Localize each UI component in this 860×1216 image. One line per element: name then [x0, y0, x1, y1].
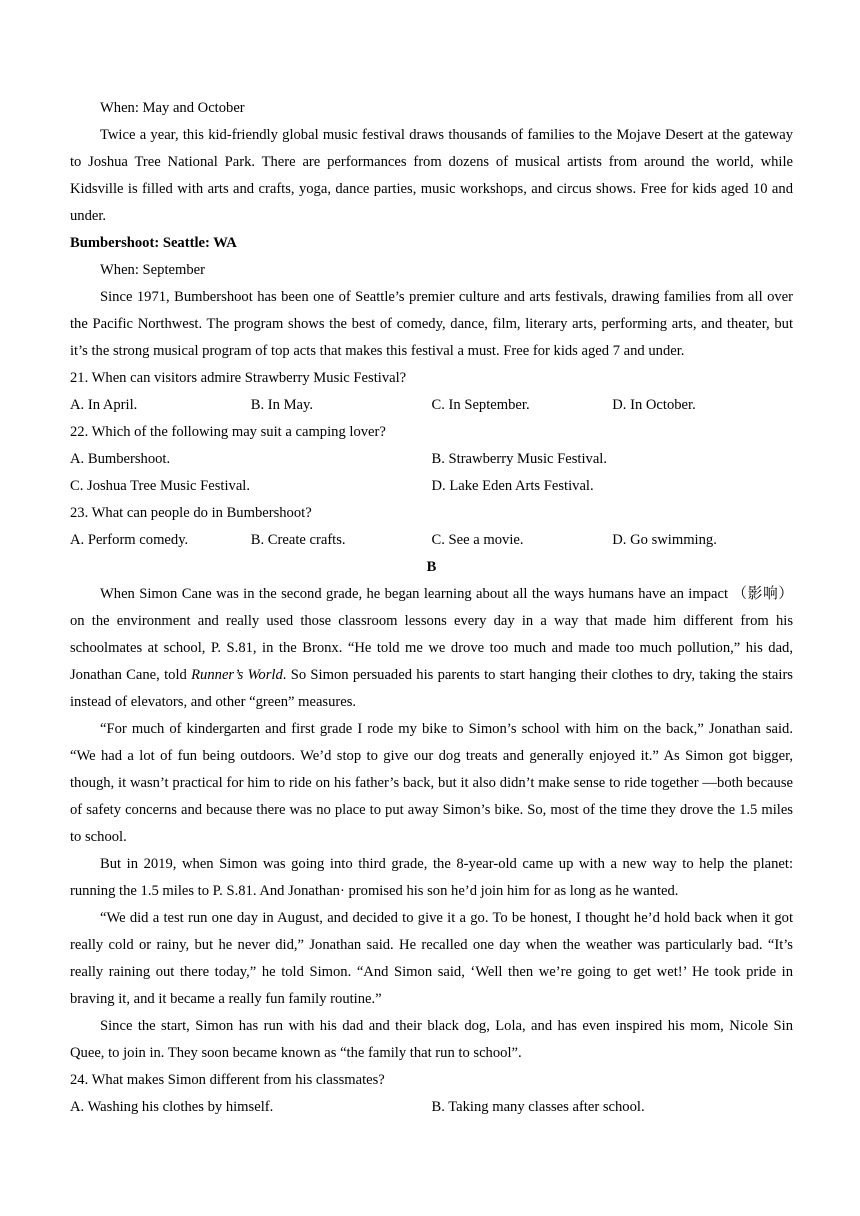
article-paragraph: Since the start, Simon has run with his dad and their black dog, Lola, and has even inspired his mom, Nicole Sin Quee, to join in. They soon became known as “the family that run to school”.: [70, 1018, 793, 1061]
article-paragraph: But in 2019, when Simon was going into third grade, the 8-year-old came up with a new way to help the planet: running the 1.5 miles to P. S.81. And Jonathan· promised his son he’d join him for as long as he wanted.: [70, 856, 793, 899]
question-stem: 21. When can visitors admire Strawberry Music Festival?: [70, 370, 407, 386]
answer-option: C. See a movie.: [431, 532, 524, 548]
answer-option: A. Perform comedy.: [70, 532, 189, 548]
article-paragraph: “We did a test run one day in August, and decided to give it a go. To be honest, I thought he’d hold back when it got really cold or rainy, but he never did,” Jonathan said. He recalled one day when the weather was particularly bad. “It’s really raining out there today,” he told Simon. “And Simon said, ‘Well then we’re going to get wet!’ He took pride in braving it, and it became a really fun family routine.”: [70, 910, 793, 1007]
answer-options: [70, 446, 793, 473]
festival-description: Since 1971, Bumbershoot has been one of Seattle’s premier culture and arts festivals, drawing families from all over the Pacific Northwest. The program shows the best of comedy, dance, film, literary arts, performing arts, and theater, but it’s the strong musical program of top acts that makes this festival a must. Free for kids aged 7 and under.: [70, 289, 793, 359]
festival-description: Twice a year, this kid-friendly global music festival draws thousands of families to the Mojave Desert at the gateway to Joshua Tree National Park. There are performances from dozens of musical artists from around the world, while Kidsville is filled with arts and crafts, yoga, dance parties, music workshops, and circus shows. Free for kids aged 10 and under.: [70, 127, 793, 224]
section-label: B: [426, 559, 437, 575]
answer-option: D. Lake Eden Arts Festival.: [431, 478, 594, 494]
when-line: When: September: [100, 262, 205, 278]
festival-heading: Bumbershoot: Seattle: WA: [70, 235, 237, 251]
answer-options: [70, 527, 793, 554]
answer-option: B. Strawberry Music Festival.: [431, 451, 608, 467]
chinese-gloss: （影响）: [732, 586, 793, 602]
question-stem: 23. What can people do in Bumbershoot?: [70, 505, 312, 521]
text-run: When Simon Cane was in the second grade, he began learning about all the ways humans have an impact: [100, 586, 729, 602]
answer-option: A. Bumbershoot.: [70, 451, 171, 467]
answer-option: D. In October.: [612, 397, 696, 413]
answer-option: A. In April.: [70, 397, 138, 413]
answer-option: B. Taking many classes after school.: [431, 1099, 645, 1115]
answer-option: A. Washing his clothes by himself.: [70, 1099, 274, 1115]
answer-option: B. Create crafts.: [250, 532, 346, 548]
article-paragraph: [70, 581, 793, 716]
question-stem: 24. What makes Simon different from his classmates?: [70, 1072, 385, 1088]
answer-option: C. In September.: [431, 397, 530, 413]
text-run: on the environment and really used those classroom lessons every day in a way that made him different from his schoolmates at school, P. S.81, in the Bronx. “He told me we drove too much and made too much pollution,” his dad, Jonathan Cane, told: [70, 613, 793, 683]
question-stem: 22. Which of the following may suit a camping lover?: [70, 424, 386, 440]
answer-options: [70, 1094, 793, 1121]
when-line: When: May and October: [100, 100, 245, 116]
answer-option: B. In May.: [250, 397, 314, 413]
article-paragraph: “For much of kindergarten and first grade I rode my bike to Simon’s school with him on the back,” Jonathan said. “We had a lot of fun being outdoors. We’d stop to give our dog treats and generally enjoyed it.” As Simon got bigger, though, it wasn’t practical for him to ride on his father’s back, but it also didn’t make sense to ride together —both because of safety concerns and because there was no place to put away Simon’s bike. So, most of the time they drove the 1.5 miles to school.: [70, 721, 793, 845]
answer-option: C. Joshua Tree Music Festival.: [70, 478, 250, 494]
text-run: . So Simon persuaded his parents to start hanging their clothes to dry, taking the stairs instead of elevators, and other “green” measures.: [70, 667, 793, 710]
page-content: [70, 95, 793, 1121]
answer-options: [70, 473, 793, 500]
answer-options: [70, 392, 793, 419]
magazine-title: Runner’s World: [191, 667, 283, 683]
answer-option: D. Go swimming.: [612, 532, 717, 548]
